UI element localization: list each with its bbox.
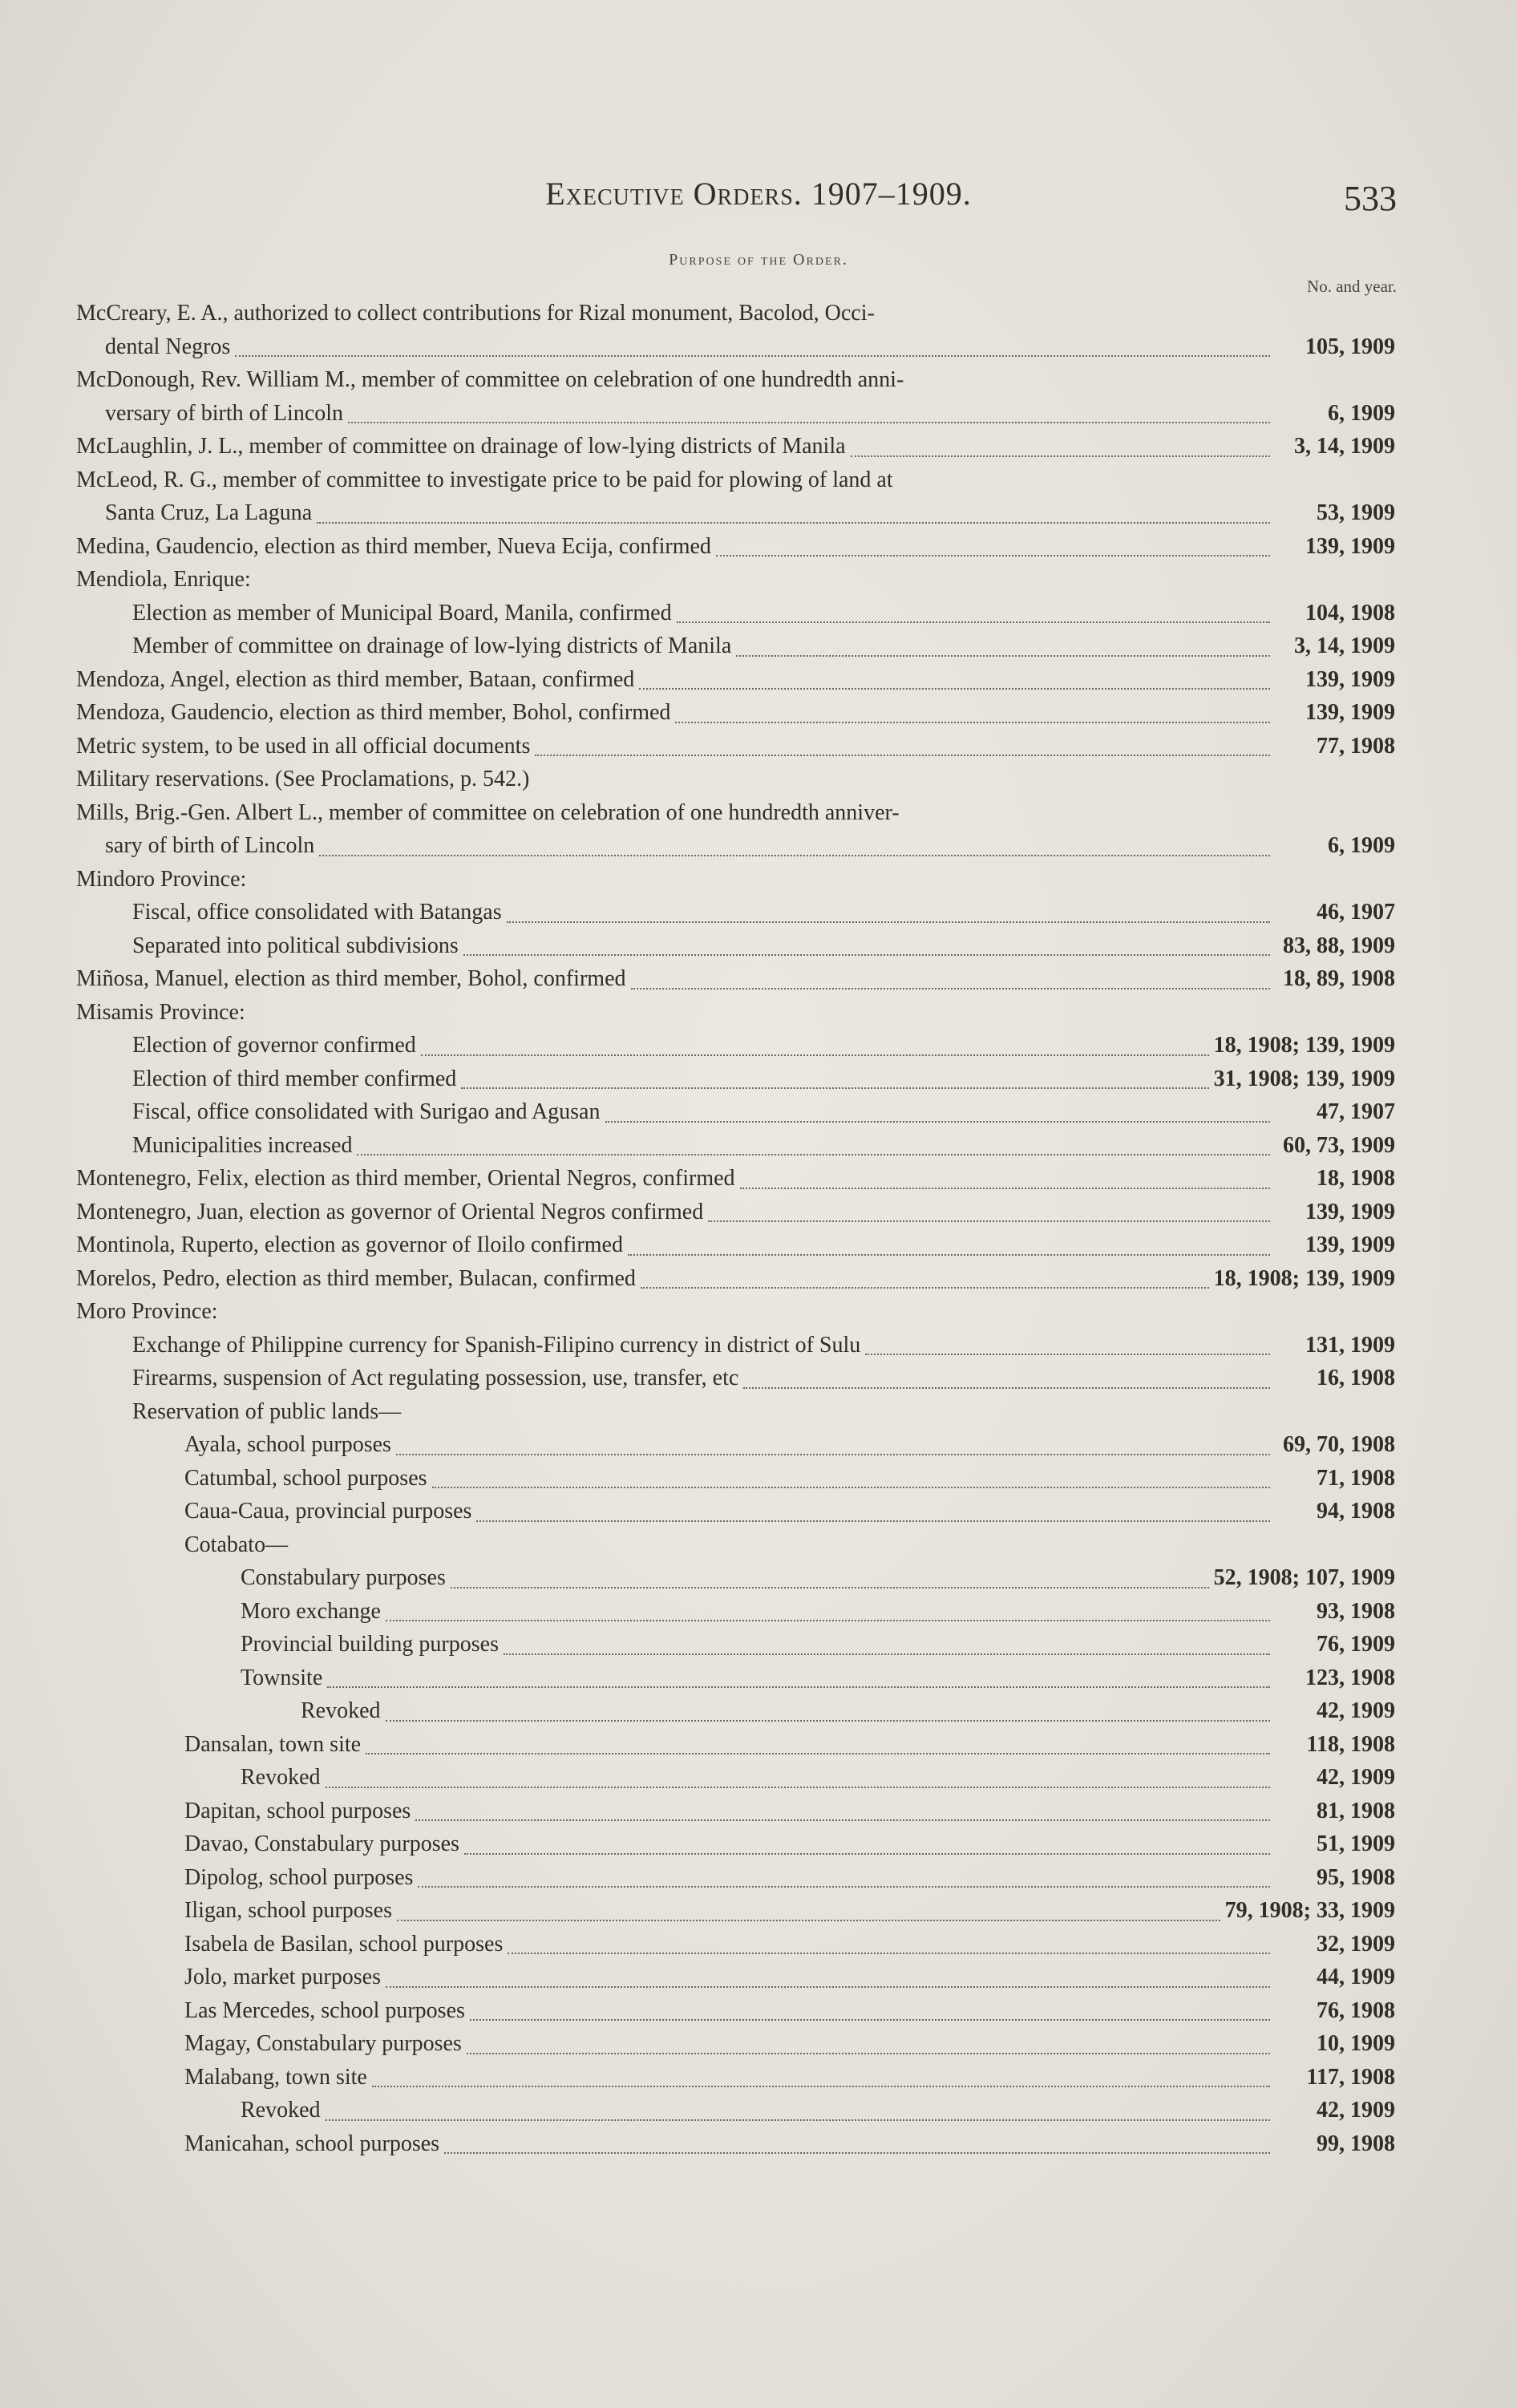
order-reference: 139, 1909 (1305, 700, 1395, 725)
entry-text: Santa Cruz, La Laguna (105, 500, 313, 525)
index-entry (76, 1595, 1395, 1629)
index-entry (76, 1928, 1395, 1961)
order-reference: 139, 1909 (1305, 533, 1395, 559)
dot-leader (504, 1653, 1270, 1655)
index-entry (76, 530, 1395, 564)
index-entry (76, 962, 1395, 996)
dot-leader (451, 1586, 1209, 1588)
index-entry (76, 1262, 1395, 1296)
index-entry (76, 2061, 1395, 2094)
order-reference: 46, 1907 (1317, 900, 1395, 925)
order-reference: 123, 1908 (1305, 1665, 1395, 1690)
order-reference: 42, 1909 (1317, 1698, 1395, 1723)
entry-text: Dapitan, school purposes (184, 1798, 411, 1823)
entry-text: Mendoza, Angel, election as third member, Bataan, confirmed (76, 666, 635, 692)
page-header (0, 175, 1517, 231)
entry-text: Municipalities increased (132, 1132, 353, 1158)
order-reference: 18, 1908 (1317, 1166, 1395, 1191)
dot-leader (317, 521, 1270, 524)
index-entry (76, 1129, 1395, 1163)
order-reference: 18, 1908; 139, 1909 (1213, 1265, 1395, 1291)
order-reference: 31, 1908; 139, 1909 (1213, 1066, 1395, 1091)
dot-leader (535, 754, 1270, 756)
entry-text: Caua-Caua, provincial purposes (184, 1499, 472, 1524)
order-reference: 6, 1909 (1328, 833, 1395, 858)
entry-text: Malabang, town site (184, 2064, 367, 2090)
dot-leader (366, 1752, 1270, 1754)
entry-text: Reservation of public lands— (132, 1398, 402, 1424)
index-entry (76, 1561, 1395, 1595)
dot-leader (386, 1719, 1270, 1722)
index-entry (76, 1961, 1395, 1994)
entry-text: Exchange of Philippine currency for Spanish-Filipino currency in district of Sulu (132, 1332, 861, 1358)
index-entries (76, 297, 1395, 2160)
dot-leader (432, 1486, 1270, 1488)
index-entry (76, 1528, 1395, 1562)
index-entry (76, 2027, 1395, 2061)
index-entry (76, 463, 1395, 530)
entry-text: McLaughlin, J. L., member of committee on drainage of low-lying districts of Manila (76, 434, 846, 459)
index-entry (76, 1095, 1395, 1129)
index-entry (76, 363, 1395, 430)
entry-text: Montenegro, Juan, election as governor of Oriental Negros confirmed (76, 1199, 704, 1224)
index-entry (76, 1362, 1395, 1395)
dot-leader (372, 2085, 1270, 2087)
index-entry (76, 696, 1395, 730)
order-reference: 60, 73, 1909 (1283, 1132, 1395, 1158)
order-reference: 6, 1909 (1328, 400, 1395, 426)
entry-text: Cotabato— (184, 1532, 289, 1557)
order-reference: 51, 1909 (1317, 1831, 1395, 1856)
entry-text: McLeod, R. G., member of committee to investigate price to be paid for plowing of land at (76, 467, 893, 492)
order-reference: 79, 1908; 33, 1909 (1224, 1898, 1395, 1923)
dot-leader (444, 2151, 1270, 2154)
dot-leader (467, 2052, 1270, 2054)
index-entry (76, 430, 1395, 463)
dot-leader (470, 2018, 1270, 2021)
index-entry (76, 1894, 1395, 1928)
index-entry (76, 1694, 1395, 1728)
dot-leader (639, 687, 1270, 690)
dot-leader (736, 654, 1270, 657)
index-entry (76, 1329, 1395, 1362)
dot-leader (605, 1120, 1271, 1123)
order-reference: 81, 1908 (1317, 1798, 1395, 1823)
column-heading: No. and year. (1307, 277, 1397, 296)
order-reference: 69, 70, 1908 (1283, 1432, 1395, 1457)
entry-text: Metric system, to be used in all official documents (76, 733, 531, 759)
entry-text: Mindoro Province: (76, 866, 247, 892)
order-reference: 44, 1909 (1317, 1965, 1395, 1989)
purpose-heading: Purpose of the Order. (669, 251, 848, 269)
order-reference: 52, 1908; 107, 1909 (1213, 1565, 1395, 1590)
index-entry (76, 1428, 1395, 1462)
dot-leader (348, 421, 1270, 423)
index-entry (76, 629, 1395, 663)
dot-leader (396, 1453, 1270, 1455)
order-reference: 32, 1909 (1317, 1931, 1395, 1957)
index-entry (76, 1029, 1395, 1062)
order-reference: 139, 1909 (1305, 1232, 1395, 1257)
entry-text: Firearms, suspension of Act regulating possession, use, transfer, etc (132, 1366, 739, 1390)
entry-text: Montenegro, Felix, election as third member, Oriental Negros, confirmed (76, 1166, 735, 1191)
entry-text: dental Negros (105, 334, 231, 359)
entry-text: Fiscal, office consolidated with Batangas (132, 900, 502, 925)
entry-text: Jolo, market purposes (184, 1965, 381, 1989)
dot-leader (415, 1819, 1270, 1821)
order-reference: 76, 1908 (1317, 1997, 1395, 2023)
entry-text: Mendoza, Gaudencio, election as third member, Bohol, confirmed (76, 700, 671, 725)
entry-text: Ayala, school purposes (184, 1432, 391, 1457)
index-entry (76, 796, 1395, 863)
index-entry (76, 730, 1395, 763)
index-entry (76, 1661, 1395, 1695)
entry-text: Revoked (241, 2098, 321, 2123)
entry-text: Dansalan, town site (184, 1731, 362, 1757)
dot-leader (865, 1353, 1270, 1355)
entry-text: Military reservations. (See Proclamations, p. 542.) (76, 767, 530, 791)
order-reference: 83, 88, 1909 (1283, 933, 1395, 958)
order-reference: 99, 1908 (1317, 2131, 1395, 2156)
order-reference: 42, 1909 (1317, 1765, 1395, 1790)
order-reference: 95, 1908 (1317, 1864, 1395, 1890)
entry-text: Mendiola, Enrique: (76, 567, 251, 592)
entry-text: Separated into political subdivisions (132, 933, 459, 958)
dot-leader (418, 1885, 1270, 1888)
order-reference: 94, 1908 (1317, 1499, 1395, 1524)
index-entry (76, 1827, 1395, 1861)
dot-leader (708, 1220, 1270, 1222)
entry-text: Morelos, Pedro, election as third member, Bulacan, confirmed (76, 1265, 636, 1291)
entry-text: Mills, Brig.-Gen. Albert L., member of committee on celebration of one hundredth anniver- (76, 799, 900, 825)
index-entry (76, 1462, 1395, 1495)
order-reference: 47, 1907 (1317, 1099, 1395, 1124)
entry-text: Revoked (301, 1698, 381, 1723)
order-reference: 117, 1908 (1306, 2064, 1395, 2090)
entry-text: Provincial building purposes (241, 1632, 499, 1657)
entry-text: Medina, Gaudencio, election as third member, Nueva Ecija, confirmed (76, 533, 711, 559)
entry-text: Fiscal, office consolidated with Surigao and Agusan (132, 1099, 601, 1124)
index-entry (76, 1495, 1395, 1528)
dot-leader (631, 987, 1271, 990)
entry-text: McCreary, E. A., authorized to collect contributions for Rizal monument, Bacolod, Occi- (76, 301, 875, 326)
index-entry (76, 1994, 1395, 2028)
dot-leader (327, 1686, 1270, 1688)
index-entry (76, 929, 1395, 963)
entry-text: Townsite (241, 1665, 323, 1690)
page-number: 533 (1344, 179, 1397, 218)
dot-leader (641, 1286, 1209, 1289)
index-entry (76, 863, 1395, 896)
order-reference: 93, 1908 (1317, 1598, 1395, 1624)
order-reference: 16, 1908 (1317, 1366, 1395, 1390)
dot-leader (386, 1619, 1270, 1621)
entry-text: Las Mercedes, school purposes (184, 1997, 465, 2023)
index-entry (76, 1062, 1395, 1096)
entry-text: Dipolog, school purposes (184, 1864, 414, 1890)
entry-text: Moro Province: (76, 1299, 218, 1324)
dot-leader (235, 354, 1270, 357)
dot-leader (716, 554, 1270, 556)
dot-leader (357, 1153, 1270, 1155)
dot-leader (397, 1919, 1220, 1921)
order-reference: 42, 1909 (1317, 2098, 1395, 2123)
dot-leader (326, 2119, 1270, 2121)
entry-text: Manicahan, school purposes (184, 2131, 440, 2156)
order-reference: 104, 1908 (1305, 600, 1395, 625)
order-reference: 53, 1909 (1317, 500, 1395, 525)
order-reference: 76, 1909 (1317, 1632, 1395, 1657)
index-entry (76, 763, 1395, 796)
entry-text: sary of birth of Lincoln (105, 833, 315, 858)
index-entry (76, 1628, 1395, 1661)
index-entry (76, 2094, 1395, 2127)
entry-text: Misamis Province: (76, 999, 245, 1025)
order-reference: 77, 1908 (1317, 733, 1395, 759)
dot-leader (464, 1852, 1270, 1855)
entry-text: Constabulary purposes (241, 1565, 446, 1590)
order-reference: 18, 1908; 139, 1909 (1213, 1033, 1395, 1058)
entry-text: McDonough, Rev. William M., member of committee on celebration of one hundredth anni- (76, 367, 904, 392)
entry-text: Catumbal, school purposes (184, 1465, 427, 1491)
order-reference: 18, 89, 1908 (1283, 966, 1395, 991)
index-entry (76, 297, 1395, 363)
index-entry (76, 1795, 1395, 1828)
index-entry (76, 1196, 1395, 1229)
order-reference: 71, 1908 (1317, 1465, 1395, 1491)
order-reference: 131, 1909 (1305, 1332, 1395, 1358)
dot-leader (740, 1187, 1270, 1189)
dot-leader (326, 1786, 1270, 1788)
dot-leader (628, 1253, 1270, 1256)
index-entry (76, 2127, 1395, 2161)
dot-leader (677, 621, 1270, 623)
index-entry (76, 1728, 1395, 1762)
index-entry (76, 597, 1395, 630)
index-entry (76, 1295, 1395, 1329)
index-entry (76, 663, 1395, 697)
index-entry (76, 1395, 1395, 1429)
dot-leader (463, 953, 1270, 956)
dot-leader (386, 1985, 1270, 1988)
order-reference: 139, 1909 (1305, 1199, 1395, 1224)
entry-text: Election of third member confirmed (132, 1066, 457, 1091)
entry-text: Moro exchange (241, 1598, 381, 1624)
entry-text: Election as member of Municipal Board, Manila, confirmed (132, 600, 672, 625)
dot-leader (851, 455, 1270, 457)
dot-leader (421, 1054, 1209, 1056)
dot-leader (507, 921, 1270, 923)
index-entry (76, 996, 1395, 1030)
entry-text: Election of governor confirmed (132, 1033, 416, 1058)
index-entry (76, 563, 1395, 597)
dot-leader (319, 854, 1270, 856)
entry-text: Miñosa, Manuel, election as third member, Bohol, confirmed (76, 966, 626, 991)
dot-leader (476, 1520, 1270, 1522)
dot-leader (675, 721, 1270, 723)
dot-leader (743, 1386, 1270, 1389)
entry-text: Member of committee on drainage of low-lying districts of Manila (132, 633, 732, 658)
index-entry (76, 1761, 1395, 1795)
order-reference: 10, 1909 (1317, 2031, 1395, 2056)
index-entry (76, 1162, 1395, 1196)
entry-text: versary of birth of Lincoln (105, 400, 344, 426)
dot-leader (461, 1087, 1208, 1089)
order-reference: 3, 14, 1909 (1294, 434, 1395, 459)
entry-text: Isabela de Basilan, school purposes (184, 1931, 504, 1957)
running-title: Executive Orders. 1907–1909. (545, 176, 972, 212)
entry-text: Revoked (241, 1765, 321, 1790)
index-entry (76, 896, 1395, 929)
entry-text: Davao, Constabulary purposes (184, 1831, 459, 1856)
entry-text: Iligan, school purposes (184, 1898, 392, 1923)
order-reference: 118, 1908 (1306, 1731, 1395, 1757)
dot-leader (508, 1952, 1270, 1954)
order-reference: 105, 1909 (1305, 334, 1395, 359)
entry-text: Magay, Constabulary purposes (184, 2031, 462, 2056)
index-entry (76, 1861, 1395, 1895)
entry-text: Montinola, Ruperto, election as governor of Iloilo confirmed (76, 1232, 623, 1257)
index-entry (76, 1228, 1395, 1262)
order-reference: 139, 1909 (1305, 666, 1395, 692)
order-reference: 3, 14, 1909 (1294, 633, 1395, 658)
